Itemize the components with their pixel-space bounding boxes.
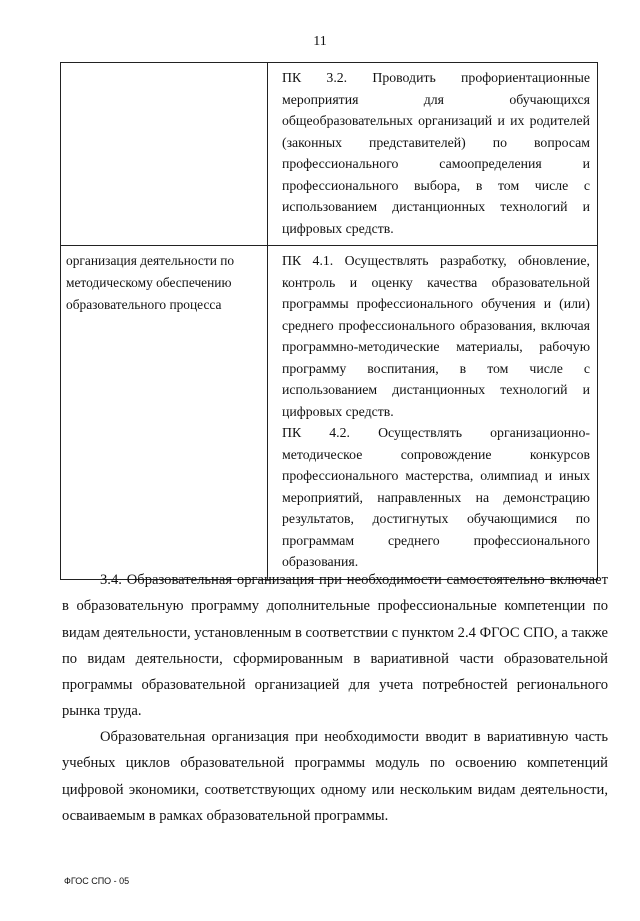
table-row (61, 63, 598, 246)
competencies-table (60, 62, 598, 580)
page-number: 11 (313, 34, 327, 49)
competency-cell (268, 63, 598, 246)
activity-type: организация деятельности по методическому обеспечению образовательного процесса (66, 253, 235, 312)
table-row (61, 246, 598, 580)
competency-item: ПК 4.1. Осуществлять разработку, обновление, контроль и оценку качества образовательной программы профессионального обучения и (или) среднего профессионального образования, включая программно-методические материалы, рабочую программу воспитания, в том числе с использованием дистанционных технологий и цифровых средств. (282, 253, 590, 419)
body-paragraph: Образовательная организация при необходимости вводит в вариативную часть учебных циклов образовательной программы модуль по освоению компетенций цифровой экономики, соответствующих одному или нескольким видам деятельности, осваиваемым в рамках образовательной программы. (62, 729, 608, 824)
footer-code: ФГОС СПО - 05 (64, 876, 130, 886)
competency-item: ПК 3.2. Проводить профориентационные мероприятия для обучающихся общеобразовательных организаций и их родителей (законных представителей) по вопросам профессионального самоопределения и профессионального выбора, в том числе с использованием дистанционных технологий и цифровых средств. (282, 70, 590, 236)
body-paragraph: 3.4. Образовательная организация при необходимости самостоятельно включает в образовательную программу дополнительные профессиональные компетенции по видам деятельности, установленным в соответствии с пунктом 2.4 ФГОС СПО, а также по видам деятельности, сформированным в вариативной части образовательной программы образовательной организацией для учета потребностей регионального рынка труда. (62, 572, 609, 720)
competency-item: ПК 4.2. Осуществлять организационно-методическое сопровождение конкурсов профессионального мастерства, олимпиад и иных мероприятий, направленных на демонстрацию результатов, достигнутых обучающимися по программам среднего профессионального образования. (282, 425, 590, 569)
competency-cell (268, 246, 598, 580)
activity-cell (61, 63, 268, 246)
activity-cell (61, 246, 268, 580)
